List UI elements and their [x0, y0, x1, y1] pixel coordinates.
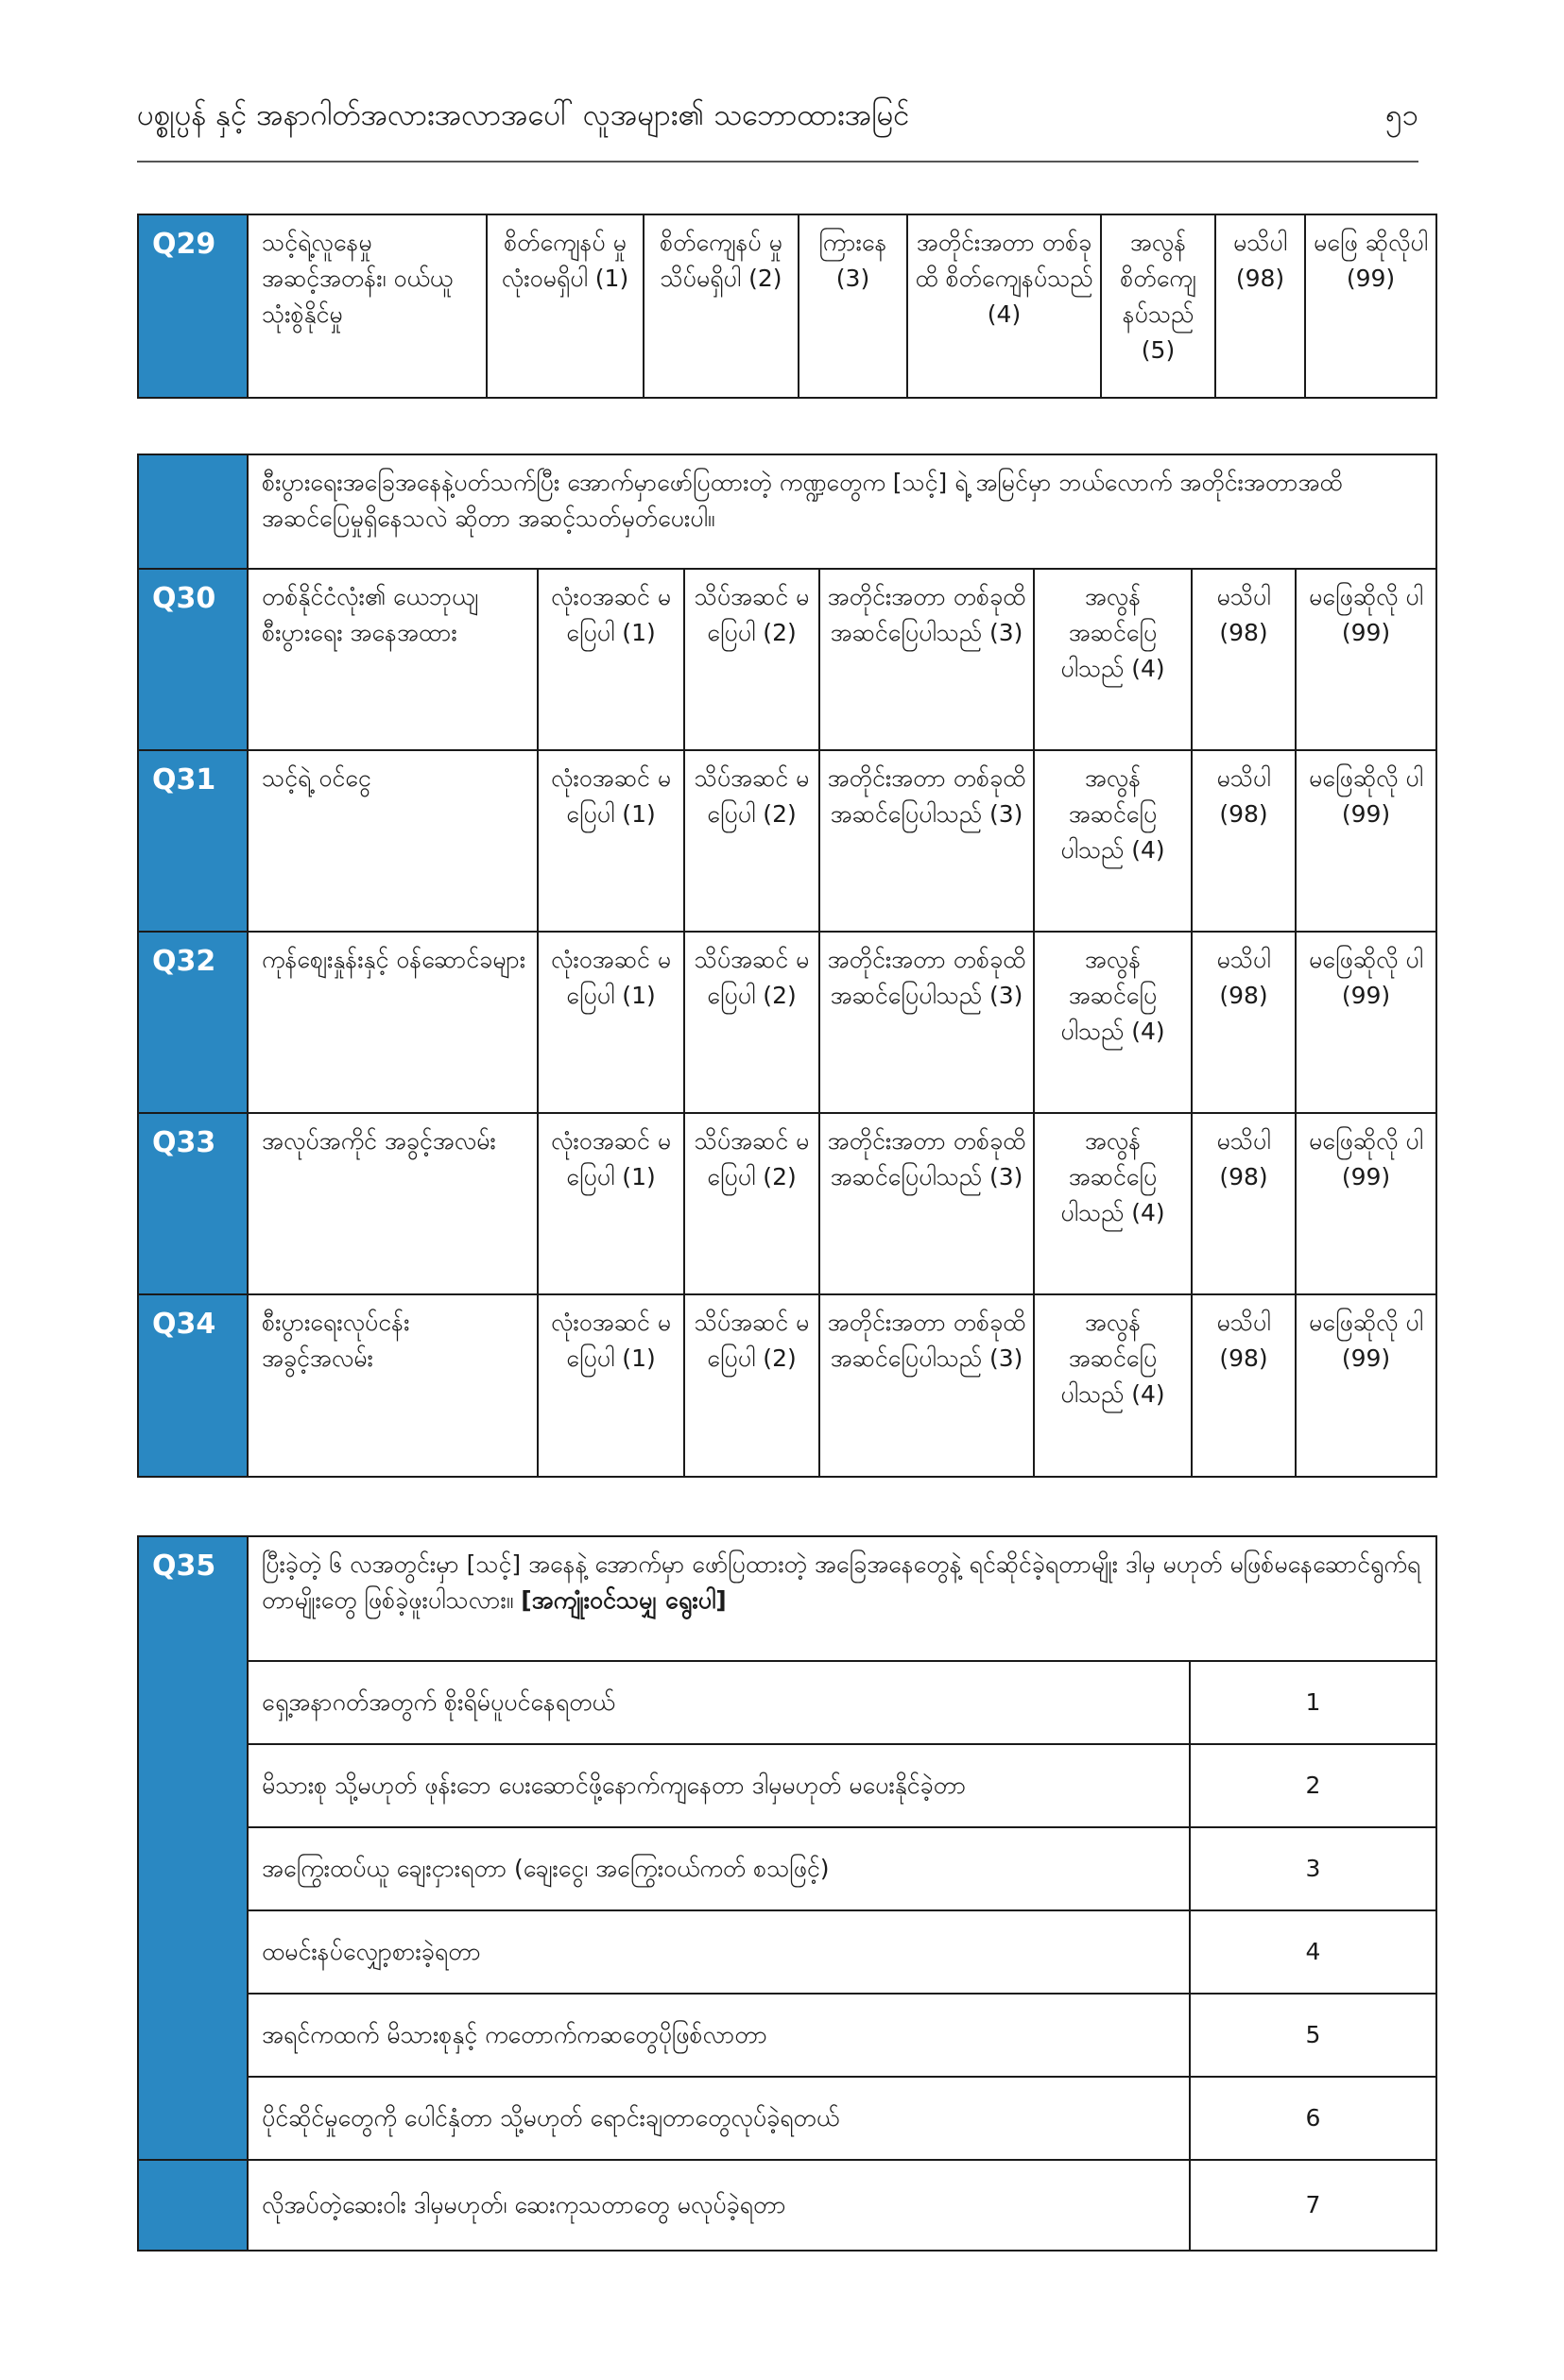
- item-label: အရင်ကထက် မိသားစုနှင့် ကတောက်ကဆတွေပိုဖြစ်လာတာ: [248, 1994, 1190, 2077]
- item-label: ရှေ့အနာဂတ်အတွက် စိုးရိမ်ပူပင်နေရတယ်: [248, 1661, 1190, 1744]
- q29-table: [137, 214, 1437, 399]
- item-label: ပိုင်ဆိုင်မှုတွေကို ပေါင်နှံတာ သို့မဟုတ် ရောင်းချတာတွေလုပ်ခဲ့ရတယ်: [248, 2077, 1190, 2160]
- question-id: Q33: [138, 1113, 248, 1294]
- response-option: မသိပါ (98): [1192, 569, 1296, 750]
- list-item: [138, 1827, 1436, 1910]
- response-option: အတိုင်းအတာ တစ်ခုထိ အဆင်ပြေပါသည် (3): [819, 932, 1034, 1113]
- item-label: မိသားစု သို့မဟုတ် ဖုန်းဘေ ပေးဆောင်ဖို့နောက်ကျနေတာ ဒါမှမဟုတ် မပေးနိုင်ခဲ့တာ: [248, 1744, 1190, 1827]
- question-text: သင့်ရဲ့လူနေမှု အဆင့်အတန်း၊ ဝယ်ယူသုံးစွဲနိုင်မှု: [248, 214, 487, 398]
- response-option: သိပ်အဆင် မပြေပါ (2): [684, 1113, 819, 1294]
- list-item: [138, 2077, 1436, 2160]
- question-id-blank: [138, 2160, 248, 2251]
- question-id: Q34: [138, 1294, 248, 1477]
- intro-row: [138, 454, 1436, 569]
- table-row: [138, 214, 1436, 398]
- response-option: သိပ်အဆင် မပြေပါ (2): [684, 569, 819, 750]
- q30-q34-table: [137, 454, 1437, 1478]
- item-code: 2: [1190, 1744, 1436, 1827]
- question-id: Q31: [138, 750, 248, 932]
- item-code: 1: [1190, 1661, 1436, 1744]
- table-row: [138, 1113, 1436, 1294]
- list-item: [138, 2160, 1436, 2251]
- table-row: [138, 750, 1436, 932]
- item-label: လိုအပ်တဲ့ဆေးဝါး ဒါမှမဟုတ်၊ ဆေးကုသတာတွေ မလုပ်ခဲ့ရတာ: [248, 2160, 1190, 2251]
- list-item: [138, 1661, 1436, 1744]
- question-text: တစ်နိုင်ငံလုံး၏ ယေဘုယျစီးပွားရေး အနေအထား: [248, 569, 538, 750]
- item-code: 6: [1190, 2077, 1436, 2160]
- list-item: [138, 1994, 1436, 2077]
- response-option: အတိုင်းအတာ တစ်ခုထိ အဆင်ပြေပါသည် (3): [819, 1113, 1034, 1294]
- response-option: မသိပါ (98): [1192, 1113, 1296, 1294]
- response-option: အလွန် အဆင်ပြေ ပါသည် (4): [1034, 1113, 1192, 1294]
- item-label: အကြွေးထပ်ယူ ချေးငှားရတာ (ချေးငွေ၊ အကြွေးဝယ်ကတ် စသဖြင့်): [248, 1827, 1190, 1910]
- response-option: မသိပါ (98): [1192, 1294, 1296, 1477]
- response-option: အလွန် အဆင်ပြေ ပါသည် (4): [1034, 1294, 1192, 1477]
- item-label: ထမင်းနပ်လျှော့စားခဲ့ရတာ: [248, 1910, 1190, 1994]
- response-option: မဖြေဆိုလို ပါ (99): [1296, 1294, 1436, 1477]
- question-id: Q29: [138, 214, 248, 398]
- response-option: အလွန် အဆင်ပြေ ပါသည် (4): [1034, 932, 1192, 1113]
- question-id: Q35: [138, 1536, 248, 2160]
- item-code: 3: [1190, 1827, 1436, 1910]
- table-row: [138, 1294, 1436, 1477]
- question-text: ပြီးခဲ့တဲ့ ၆ လအတွင်းမှာ [သင့်] အနေနဲ့ အောက်မှာ ဖော်ပြထားတဲ့ အခြေအနေတွေနဲ့ ရင်ဆိုင်ခဲ့ရတာမျိုး ဒါမှ မဟုတ် မဖြစ်မနေဆောင်ရွက်ရတာမျိုးတွေ ဖြစ်ခဲ့ဖူးပါသလား။: [262, 1550, 1421, 1614]
- item-code: 5: [1190, 1994, 1436, 2077]
- question-text: စီးပွားရေးလုပ်ငန်း အခွင့်အလမ်း: [248, 1294, 538, 1477]
- section-intro: စီးပွားရေးအခြေအနေနဲ့ပတ်သက်ပြီး အောက်မှာဖော်ပြထားတဲ့ ကဏ္ဍတွေက [သင့်] ရဲ့ အမြင်မှာ ဘယ်လောက် အတိုင်းအတာအထိ အဆင်ပြေမှုရှိနေသလဲ ဆိုတာ အဆင့်သတ်မှတ်ပေးပါ။: [248, 454, 1436, 569]
- response-option: မဖြေဆိုလို ပါ (99): [1296, 569, 1436, 750]
- response-option: မသိပါ (98): [1192, 750, 1296, 932]
- question-text-cell: [248, 1536, 1436, 1661]
- response-option: မဖြေဆိုလို ပါ (99): [1296, 750, 1436, 932]
- response-option: မသိပါ (98): [1192, 932, 1296, 1113]
- response-option: အလွန် အဆင်ပြေ ပါသည် (4): [1034, 569, 1192, 750]
- response-option: အတိုင်းအတာ တစ်ခုထိ အဆင်ပြေပါသည် (3): [819, 750, 1034, 932]
- question-id: Q30: [138, 569, 248, 750]
- list-item: [138, 1910, 1436, 1994]
- item-code: 4: [1190, 1910, 1436, 1994]
- list-item: [138, 1744, 1436, 1827]
- page-number: ၅၁: [1385, 98, 1418, 132]
- response-option: လုံးဝအဆင် မပြေပါ (1): [538, 750, 684, 932]
- response-option: မဖြေ ဆိုလိုပါ (99): [1305, 214, 1436, 398]
- question-text: ကုန်စျေးနှုန်းနှင့် ဝန်ဆောင်ခများ: [248, 932, 538, 1113]
- question-text: သင့်ရဲ့ ဝင်ငွေ: [248, 750, 538, 932]
- response-option: အလွန် စိတ်ကျေ နပ်သည် (5): [1101, 214, 1215, 398]
- response-option: အတိုင်းအတာ တစ်ခုထိ အဆင်ပြေပါသည် (3): [819, 569, 1034, 750]
- question-row: [138, 1536, 1436, 1661]
- page-header: [137, 94, 1418, 163]
- response-option: သိပ်အဆင် မပြေပါ (2): [684, 1294, 819, 1477]
- response-option: အလွန် အဆင်ပြေ ပါသည် (4): [1034, 750, 1192, 932]
- q35-table: [137, 1535, 1437, 2252]
- response-option: သိပ်အဆင် မပြေပါ (2): [684, 932, 819, 1113]
- response-option: မသိပါ (98): [1215, 214, 1305, 398]
- table-row: [138, 932, 1436, 1113]
- response-option: လုံးဝအဆင် မပြေပါ (1): [538, 1294, 684, 1477]
- response-option: ကြားနေ (3): [799, 214, 907, 398]
- response-option: အတိုင်းအတာ တစ်ခုထိ စိတ်ကျေနပ်သည် (4): [907, 214, 1101, 398]
- question-id: Q32: [138, 932, 248, 1113]
- response-option: အတိုင်းအတာ တစ်ခုထိ အဆင်ပြေပါသည် (3): [819, 1294, 1034, 1477]
- item-code: 7: [1190, 2160, 1436, 2251]
- question-text: အလုပ်အကိုင် အခွင့်အလမ်း: [248, 1113, 538, 1294]
- response-option: လုံးဝအဆင် မပြေပါ (1): [538, 1113, 684, 1294]
- question-instruction: [အကျုံးဝင်သမျှ ရွေးပါ]: [521, 1586, 727, 1614]
- response-option: လုံးဝအဆင် မပြေပါ (1): [538, 932, 684, 1113]
- response-option: သိပ်အဆင် မပြေပါ (2): [684, 750, 819, 932]
- page-title: ပစ္စုပ္ပန် နှင့် အနာဂါတ်အလားအလာအပေါ် လူအများ၏ သဘောထားအမြင်: [137, 98, 910, 132]
- response-option: မဖြေဆိုလို ပါ (99): [1296, 932, 1436, 1113]
- response-option: မဖြေဆိုလို ပါ (99): [1296, 1113, 1436, 1294]
- response-option: စိတ်ကျေနပ် မှုသိပ်မရှိပါ (2): [644, 214, 799, 398]
- question-id-blank: [138, 454, 248, 569]
- response-option: စိတ်ကျေနပ် မှုလုံးဝမရှိပါ (1): [487, 214, 644, 398]
- response-option: လုံးဝအဆင် မပြေပါ (1): [538, 569, 684, 750]
- table-row: [138, 569, 1436, 750]
